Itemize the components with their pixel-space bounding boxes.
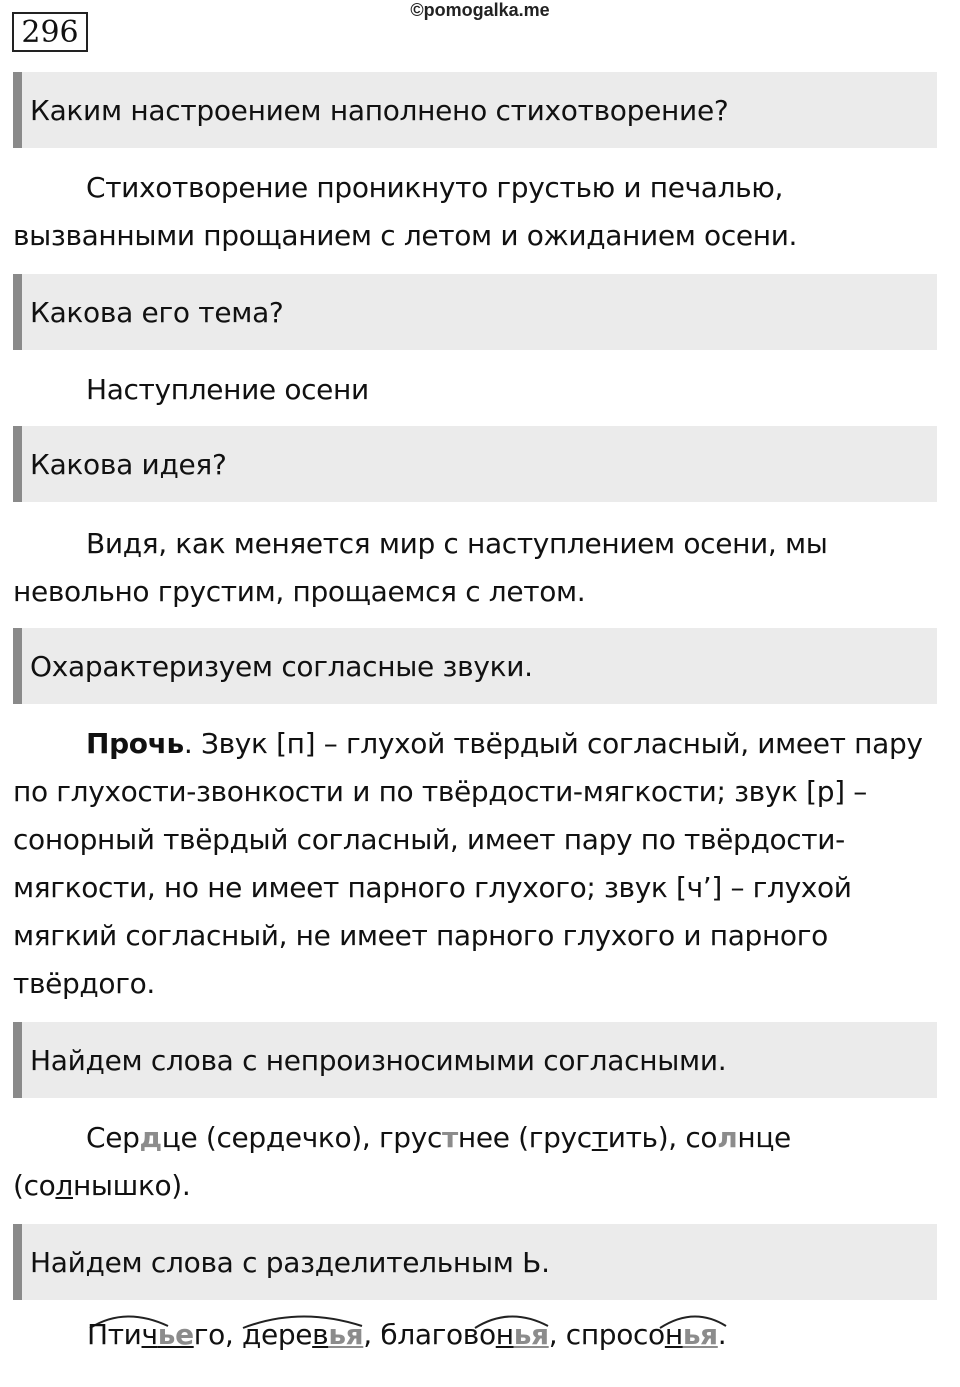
text-fragment: ечко), грус	[284, 1121, 442, 1154]
question-text: Найдем слова с разделительным Ь.	[30, 1245, 550, 1279]
question-text: Какова идея?	[30, 447, 227, 481]
text-fragment: .	[717, 1318, 727, 1351]
silent-letter: л	[717, 1121, 738, 1154]
check-letter: л	[55, 1169, 73, 1202]
text-fragment: Пти	[87, 1318, 142, 1351]
consonant-letter: ч	[141, 1318, 158, 1351]
consonant-letter: н	[495, 1318, 514, 1351]
text-fragment: , благово	[363, 1318, 496, 1351]
silent-letter: т	[442, 1121, 458, 1154]
exercise-number: 296	[12, 12, 88, 52]
silent-letter: д	[139, 1121, 162, 1154]
consonant-letter: н	[664, 1318, 683, 1351]
check-letter: д	[265, 1121, 285, 1154]
soft-sign-letter: ья	[513, 1318, 549, 1351]
question-text: Найдем слова с непроизносимыми согласными.	[30, 1043, 727, 1077]
watermark: ©pomogalka.me	[410, 0, 550, 20]
text-fragment: нышко).	[72, 1169, 191, 1202]
text-fragment: нее (грус	[457, 1121, 592, 1154]
answer-2: Наступление осени	[86, 373, 369, 406]
text-fragment: Сер	[86, 1121, 140, 1154]
consonant-letter: в	[312, 1318, 329, 1351]
soft-sign-letter: ье	[157, 1318, 194, 1351]
question-text: Охарактеризуем согласные звуки.	[30, 649, 533, 683]
answer-bold-word: Прочь	[86, 727, 184, 760]
answer-3: Видя, как меняется мир с наступлением осени, мы невольно грустим, прощаемся с летом.	[13, 527, 828, 608]
answer-text: . Звук [п] – глухой твёрдый согласный, имеет пару по глухости-звонкости и по твёрдости-мягкости; звук [р] – сонорный твёрдый согласный, имеет пару по твёрдости-мягкости, но не имеет парного глухого; звук [ч’] – глухой мягкий согласный, не имеет парного глухого и парного твёрдого.	[13, 727, 923, 1000]
soft-sign-letter: ья	[682, 1318, 718, 1351]
answer-6	[87, 1318, 726, 1351]
check-letter: т	[591, 1121, 608, 1154]
text-fragment: го, дере	[193, 1318, 313, 1351]
question-text: Какова его тема?	[30, 295, 284, 329]
text-fragment: , спросо	[548, 1318, 665, 1351]
soft-sign-letter: ья	[328, 1318, 364, 1351]
text-fragment: це (сер	[161, 1121, 266, 1154]
question-text: Каким настроением наполнено стихотворение?	[30, 93, 729, 127]
text-fragment: ить), со	[607, 1121, 718, 1154]
answer-1: Стихотворение проникнуто грустью и печалью, вызванными прощанием с летом и ожиданием осени.	[13, 171, 798, 252]
text-fragment: нце (со	[13, 1121, 791, 1202]
